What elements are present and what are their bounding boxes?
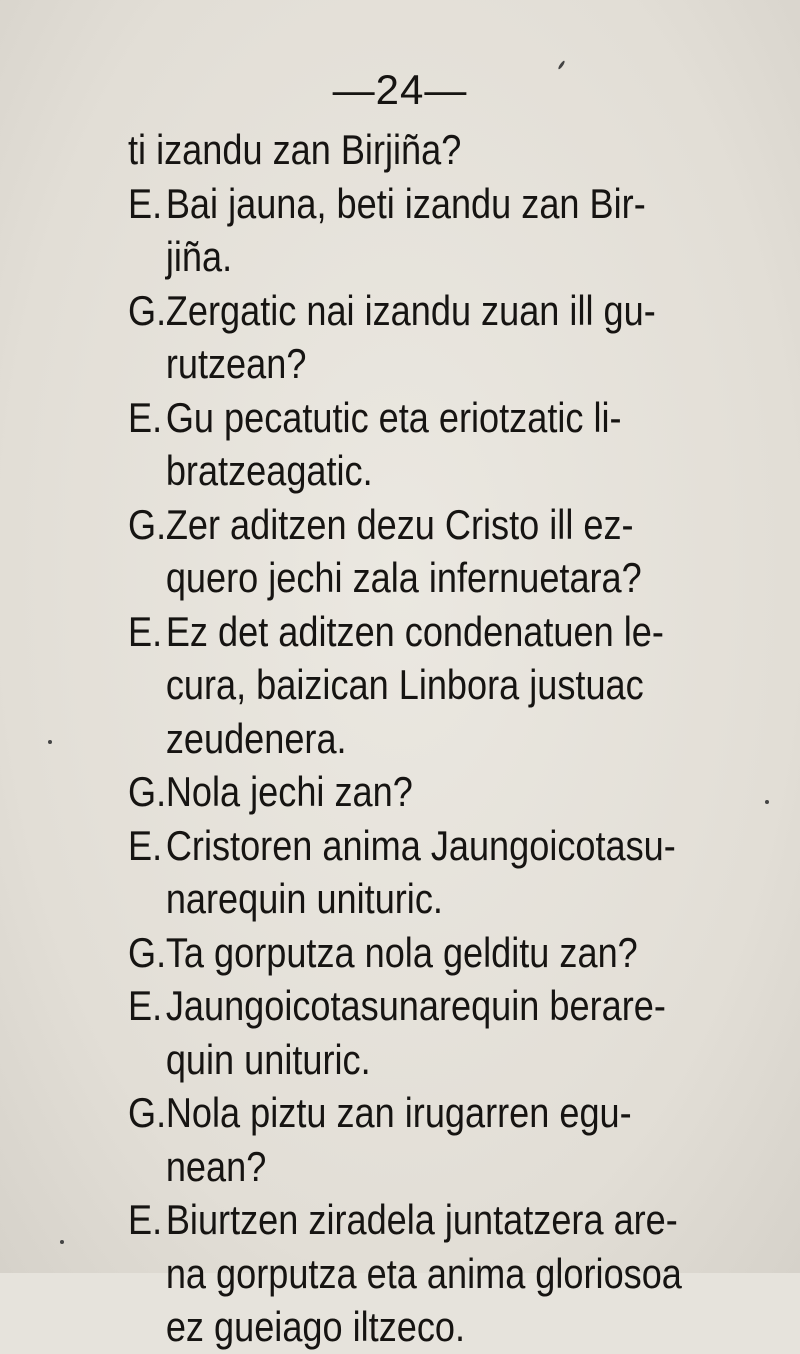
line-text: nean? xyxy=(165,1142,267,1190)
text-line xyxy=(128,1033,696,1087)
text-line xyxy=(128,712,696,766)
line-text: Jaungoicotasunarequin berare- xyxy=(165,982,666,1029)
page-number: —24— xyxy=(332,66,468,113)
line-text: quin unituric. xyxy=(165,1035,371,1083)
line-text: Cristoren anima Jaungoicotasu- xyxy=(165,821,676,869)
line-text: Nola piztu zan irugarren egu- xyxy=(165,1089,632,1136)
line-text: jiña. xyxy=(165,233,233,280)
line-text: rutzean? xyxy=(165,340,307,387)
line-text: na gorputza eta anima gloriosoa xyxy=(165,1249,682,1297)
text-line xyxy=(128,819,696,873)
text-line xyxy=(128,979,696,1033)
line-text: ti izandu zan Birjiña? xyxy=(128,126,462,173)
ink-speck xyxy=(765,800,769,804)
line-text: Gu pecatutic eta eriotzatic li- xyxy=(165,393,622,441)
ink-speck xyxy=(48,740,52,744)
line-text: zeudenera. xyxy=(165,714,347,762)
line-text: cura, baizican Linbora justuac xyxy=(165,661,644,708)
line-text: Ez det aditzen condenatuen le- xyxy=(165,607,664,655)
speaker-label: E. xyxy=(128,982,163,1029)
catechism-text xyxy=(128,123,788,1354)
text-line xyxy=(128,551,696,605)
text-line xyxy=(128,1140,696,1194)
speaker-label: G. xyxy=(128,768,167,815)
text-line xyxy=(128,605,696,659)
text-line xyxy=(128,177,696,231)
line-text: narequin unituric. xyxy=(165,875,443,922)
speaker-label: G. xyxy=(128,928,167,976)
text-line xyxy=(128,230,696,284)
text-line xyxy=(128,337,696,391)
line-text: Ta gorputza nola gelditu zan? xyxy=(165,928,638,976)
speaker-label: E. xyxy=(128,1196,163,1243)
line-text: Biurtzen ziradela juntatzera are- xyxy=(165,1196,678,1243)
speaker-label: G. xyxy=(128,286,167,334)
text-line xyxy=(128,926,696,980)
ink-speck xyxy=(60,1240,64,1244)
line-text: quero jechi zala infernuetara? xyxy=(165,554,642,601)
text-line xyxy=(128,658,696,712)
line-text: Bai jauna, beti izandu zan Bir- xyxy=(165,179,646,227)
speaker-label: E. xyxy=(128,179,163,227)
text-line xyxy=(128,444,696,498)
speaker-label: G. xyxy=(128,1089,167,1136)
text-line xyxy=(128,1086,696,1140)
text-line xyxy=(128,765,696,819)
speaker-label: E. xyxy=(128,393,163,441)
text-line xyxy=(128,391,696,445)
text-line xyxy=(128,1247,696,1301)
line-text: Zer aditzen dezu Cristo ill ez- xyxy=(165,500,634,548)
text-line xyxy=(128,498,696,552)
line-text: Nola jechi zan? xyxy=(165,768,413,815)
text-line xyxy=(128,1193,696,1247)
line-text: ez gueiago iltzeco. xyxy=(165,1303,466,1350)
line-text: bratzeagatic. xyxy=(165,447,373,494)
speaker-label: E. xyxy=(128,821,163,869)
text-line xyxy=(128,1300,696,1354)
speaker-label: E. xyxy=(128,607,163,655)
text-line xyxy=(128,284,696,338)
speaker-label: G. xyxy=(128,500,167,548)
line-text: Zergatic nai izandu zuan ill gu- xyxy=(165,286,656,334)
text-line xyxy=(128,123,696,177)
text-line xyxy=(128,872,696,926)
